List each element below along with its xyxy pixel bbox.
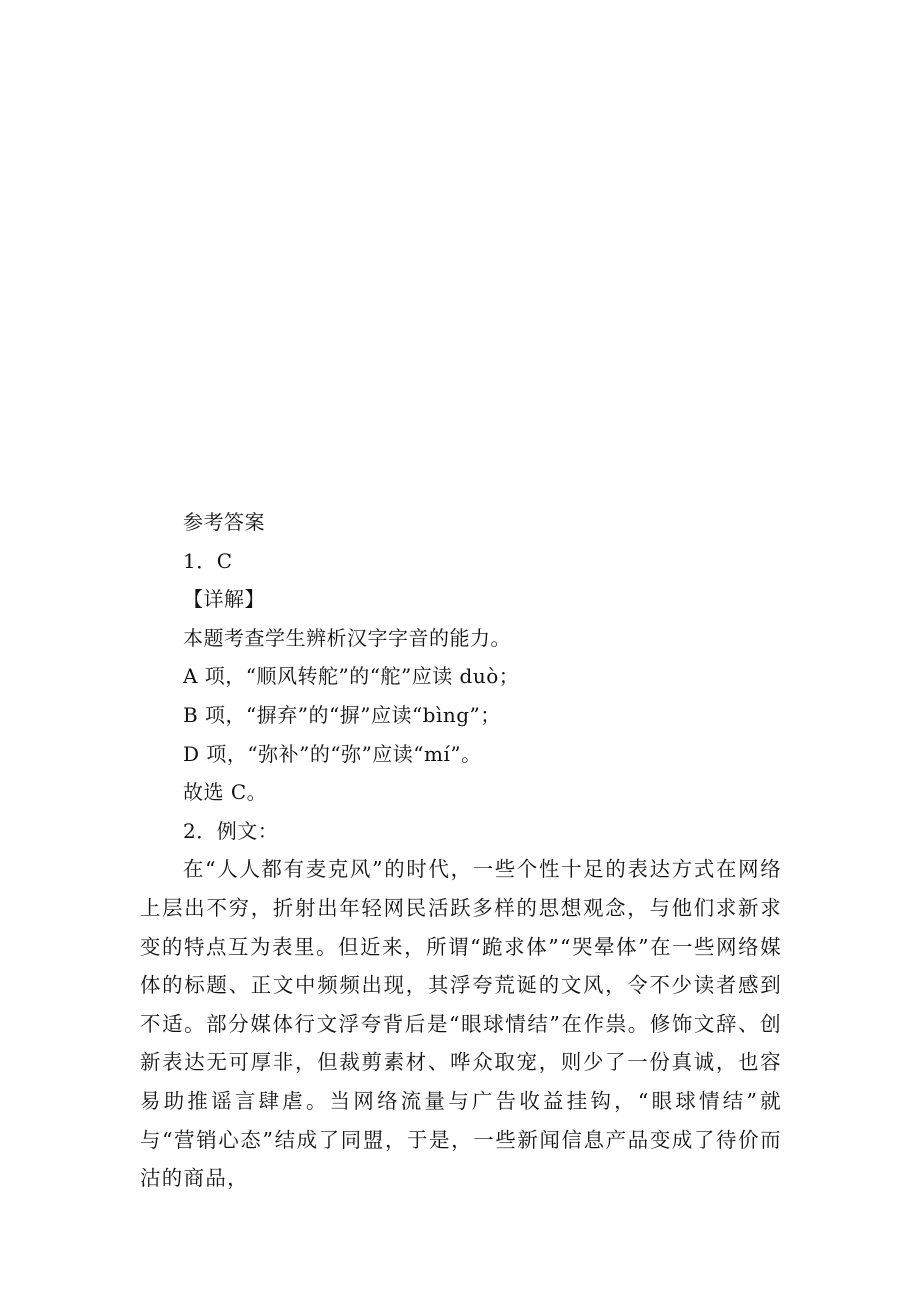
detail-label: 【详解】 xyxy=(183,587,265,612)
answer-section xyxy=(140,503,782,1198)
question-1-answer: 1．C xyxy=(183,548,233,573)
question-1-intro: 本题考查学生辨析汉字字音的能力。 xyxy=(183,625,511,650)
question-1-conclusion: 故选 C。 xyxy=(183,780,268,805)
essay-paragraph: 在“人人都有麦克风”的时代，一些个性十足的表达方式在网络上层出不穷，折射出年轻网民活跃多样的思想观念，与他们求新求变的特点互为表里。但近来，所谓“跪求体”“哭晕体”在一些网络媒体的标题、正文中频频出现，其浮夸荒诞的文风，令不少读者感到不适。部分媒体行文浮夸背后是“眼球情结”在作祟。修饰文辞、创新表达无可厚非，但裁剪素材、哗众取宠，则少了一份真诚，也容易助推谣言肆虐。当网络流量与广告收益挂钩，“眼球情结”就与“营销心态”结成了同盟，于是，一些新闻信息产品变成了待价而沽的商品， xyxy=(140,857,782,1191)
question-2-label: 2．例文： xyxy=(183,818,279,843)
answer-heading: 参考答案 xyxy=(183,510,265,534)
option-b-explanation: B 项，“摒弃”的“摒”应读“bìng”； xyxy=(183,702,501,727)
option-a-explanation: A 项，“顺风转舵”的“舵”应读 duò； xyxy=(183,664,520,689)
option-d-explanation: D 项，“弥补”的“弥”应读“mí”。 xyxy=(183,741,482,766)
